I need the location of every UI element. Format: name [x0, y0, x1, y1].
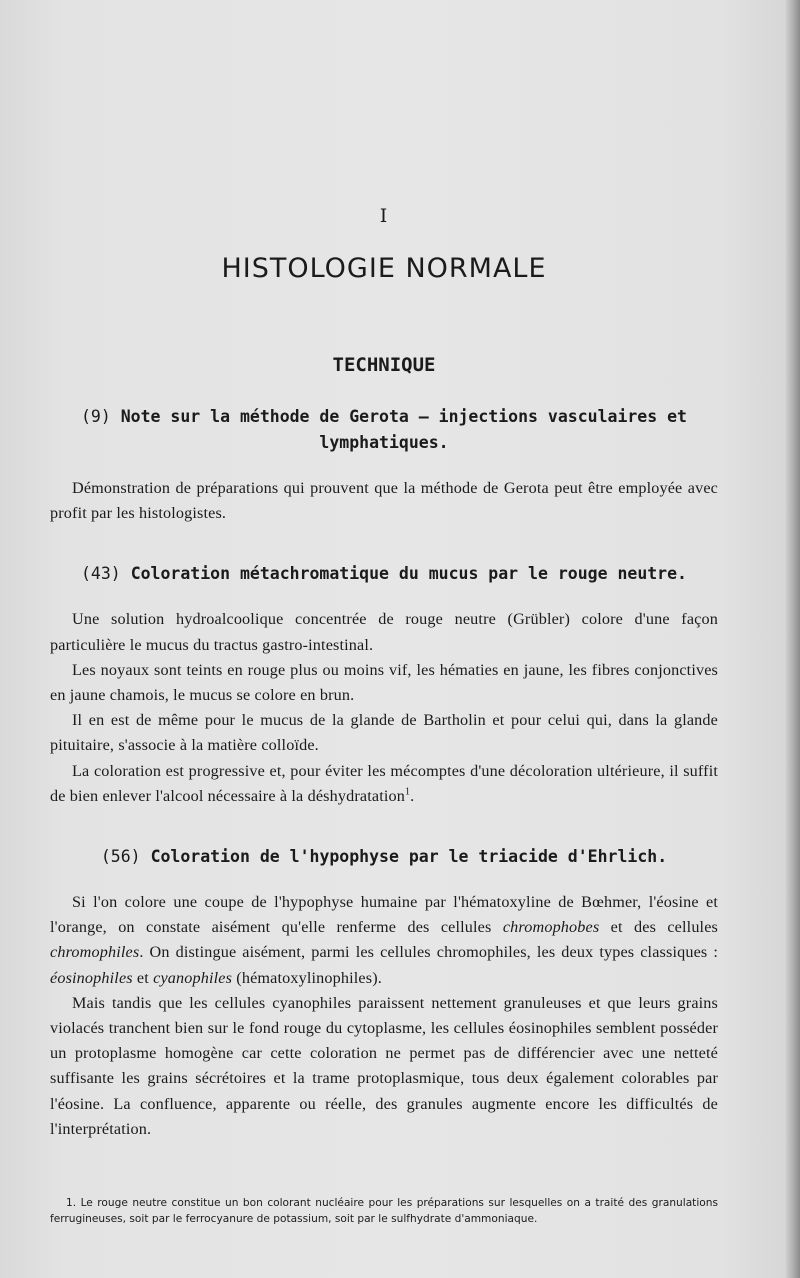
italic-term: chromophiles [50, 943, 140, 962]
paragraph: Les noyaux sont teints en rouge plus ou moins vif, les hématies en jaune, les fibres conjonctives en jaune chamois, le mucus se colore en brun. [50, 660, 718, 705]
note-43 [50, 561, 718, 809]
footnote-marker[interactable]: 1 [405, 786, 411, 798]
part-number: I [379, 205, 389, 227]
note-title [50, 404, 718, 456]
note-number: (9) [81, 407, 111, 426]
note-heading: Coloration de l'hypophyse par le triacide d'Ehrlich. [150, 847, 668, 867]
italic-term: éosinophiles [50, 968, 133, 987]
paragraph: Démonstration de préparations qui prouvent que la méthode de Gerota peut être employée avec profit par les histologistes. [50, 479, 718, 523]
main-content [50, 205, 718, 1177]
note-56 [50, 844, 718, 1142]
page-title: HISTOLOGIE NORMALE [221, 253, 547, 284]
paragraph-text: La coloration est progressive et, pour éviter les mécomptes d'une décoloration ultérieure, il suffit de bien enlever l'alcool nécessaire à la déshydratation [50, 761, 718, 805]
italic-term: cyanophiles [153, 968, 233, 987]
text-run: (hématoxylinophiles). [232, 968, 382, 987]
text-run: et des cellules [599, 918, 718, 937]
text-run: et [132, 968, 154, 987]
page-edge-shadow [786, 0, 800, 1278]
text-run: . On distingue aisément, parmi les cellules chromophiles, les deux types classiques : [139, 943, 718, 962]
paragraph: Il en est de même pour le mucus de la glande de Bartholin et pour celui qui, dans la glande pituitaire, s'associe à la matière colloïde. [50, 711, 718, 755]
text-run: Si l'on colore une coupe de l'hypophyse humaine par l'hématoxyline de Bœhmer, l'éosine et l'orange, on constate aisément qu'elle renferme des cellules [50, 893, 718, 937]
section-title: TECHNIQUE [332, 354, 436, 376]
note-heading: Coloration métachromatique du mucus par le rouge neutre. [130, 564, 687, 584]
paragraph-with-footnote: La coloration est progressive et, pour éviter les mécomptes d'une décoloration ultérieure, il suffit de bien enlever l'alcool nécessaire à la déshydratation$^1$. [50, 761, 718, 805]
note-number: (43) [81, 564, 121, 584]
paragraph [50, 890, 718, 991]
note-9 [50, 404, 718, 526]
note-heading: Note sur la méthode de Gerota — injections vasculaires et lymphatiques. [120, 407, 687, 452]
paragraph: Une solution hydroalcoolique concentrée de rouge neutre (Grübler) colore d'une façon particulière le mucus du tractus gastro-intestinal. [50, 610, 718, 654]
paragraph: Mais tandis que les cellules cyanophiles paraissent nettement granuleuses et que leurs grains violacés tranchent bien sur le fond rouge du cytoplasme, les cellules éosinophiles semblent posséder un protoplasme homogène car cette coloration ne permet pas de différencier avec une netteté suffisante les grains sécrétoires et la trame protoplasmique, tous deux également colorables par l'éosine. La confluence, apparente ou réelle, des granules augmente encore les difficultés de l'interprétation. [50, 993, 718, 1138]
note-number: (56) [100, 847, 141, 867]
note-title [50, 561, 718, 587]
italic-term: chromophobes [502, 918, 600, 937]
note-title [50, 844, 718, 870]
footnote: 1. Le rouge neutre constitue un bon colorant nucléaire pour les préparations sur lesquelles on a traité des granulations ferrugineuses, soit par le ferrocyanure de potassium, soit par le sulfhydrate d'ammoniaque. [50, 1197, 718, 1225]
